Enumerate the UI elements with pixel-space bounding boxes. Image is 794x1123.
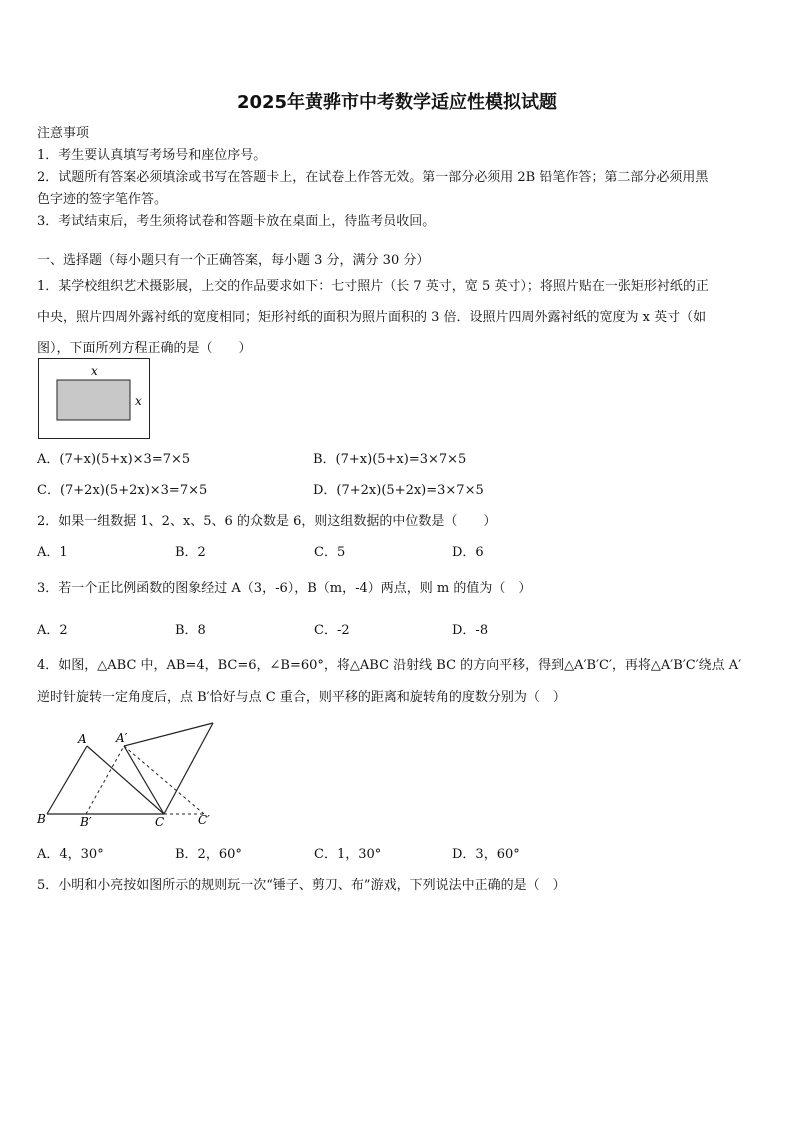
notice-item: 3．考试结束后，考生须将试卷和答题卡放在桌面上，待监考员收回。 — [37, 214, 436, 229]
label-b: B — [37, 812, 46, 826]
label-c-prime: C′ — [198, 813, 210, 827]
question-5: 5．小明和小亮按如图所示的规则玩一次“锤子、剪刀、布”游戏，下列说法中正确的是（ ） — [37, 878, 566, 893]
option-c: C．5 — [314, 545, 346, 560]
label-b-prime: B′ — [80, 815, 92, 829]
segment-a1-top — [124, 723, 213, 746]
option-b: B．8 — [175, 623, 206, 638]
segment-ac — [87, 746, 164, 814]
page-title: 2025年黄骅市中考数学适应性模拟试题 — [236, 92, 558, 113]
option-d: D．3，60° — [452, 847, 520, 862]
question-1-figure — [38, 358, 150, 440]
photo-rect — [57, 380, 130, 420]
option-d: D．-8 — [452, 623, 489, 638]
segment-a1b1 — [86, 746, 124, 814]
question-4-line: 4．如图，△ABC 中，AB=4，BC=6，∠B=60°，将△ABC 沿射线 BC 的方向平移，得到△A′B′C′，再将△A′B′C′绕点 A′ — [37, 658, 742, 673]
label-a-prime: A′ — [116, 731, 128, 745]
label-a: A — [78, 732, 87, 746]
label-x-top: x — [91, 364, 98, 378]
notice-heading: 注意事项 — [37, 126, 90, 141]
segment-ab — [47, 746, 87, 814]
option-c: C．-2 — [314, 623, 350, 638]
option-b: B．2 — [175, 545, 206, 560]
label-c: C — [155, 815, 165, 829]
section-heading: 一、选择题（每小题只有一个正确答案，每小题 3 分，满分 30 分） — [37, 253, 430, 268]
option-b: B．(7+x)(5+x)=3×7×5 — [313, 452, 467, 467]
notice-item: 2．试题所有答案必须填涂或书写在答题卡上，在试卷上作答无效。第一部分必须用 2B 铅笔作答；第二部分必须用黑 — [37, 170, 709, 185]
option-d: D．6 — [452, 545, 484, 560]
question-1-line: 中央，照片四周外露衬纸的宽度相同；矩形衬纸的面积为照片面积的 3 倍．设照片四周外露衬纸的宽度为 x 英寸（如 — [37, 310, 707, 325]
question-4-figure — [30, 718, 230, 830]
question-1-line: 图），下面所列方程正确的是（ ） — [37, 341, 252, 356]
option-a: A．1 — [37, 545, 68, 560]
option-c: C．1，30° — [314, 847, 382, 862]
notice-item: 色字迹的签字笔作答。 — [37, 192, 168, 207]
segment-a1c — [124, 746, 164, 814]
option-d: D．(7+2x)(5+2x)=3×7×5 — [313, 483, 484, 498]
question-1-line: 1．某学校组织艺术摄影展，上交的作品要求如下：七寸照片（长 7 英寸，宽 5 英寸）；将照片贴在一张矩形衬纸的正 — [37, 279, 709, 294]
question-3: 3．若一个正比例函数的图象经过 A（3，-6），B（m，-4）两点，则 m 的值为（ ） — [37, 581, 532, 596]
segment-a1c1 — [124, 746, 204, 814]
notice-item: 1．考生要认真填写考场号和座位序号。 — [37, 148, 267, 163]
option-c: C．(7+2x)(5+2x)×3=7×5 — [37, 483, 208, 498]
option-a: A．4，30° — [37, 847, 104, 862]
label-x-right: x — [135, 394, 142, 408]
question-2: 2．如果一组数据 1、2、x、5、6 的众数是 6，则这组数据的中位数是（ ） — [37, 514, 497, 529]
option-b: B．2，60° — [175, 847, 242, 862]
question-4-line: 逆时针旋转一定角度后，点 B′恰好与点 C 重合，则平移的距离和旋转角的度数分别为（ ） — [37, 690, 566, 705]
option-a: A．2 — [37, 623, 68, 638]
option-a: A．(7+x)(5+x)×3=7×5 — [37, 452, 191, 467]
